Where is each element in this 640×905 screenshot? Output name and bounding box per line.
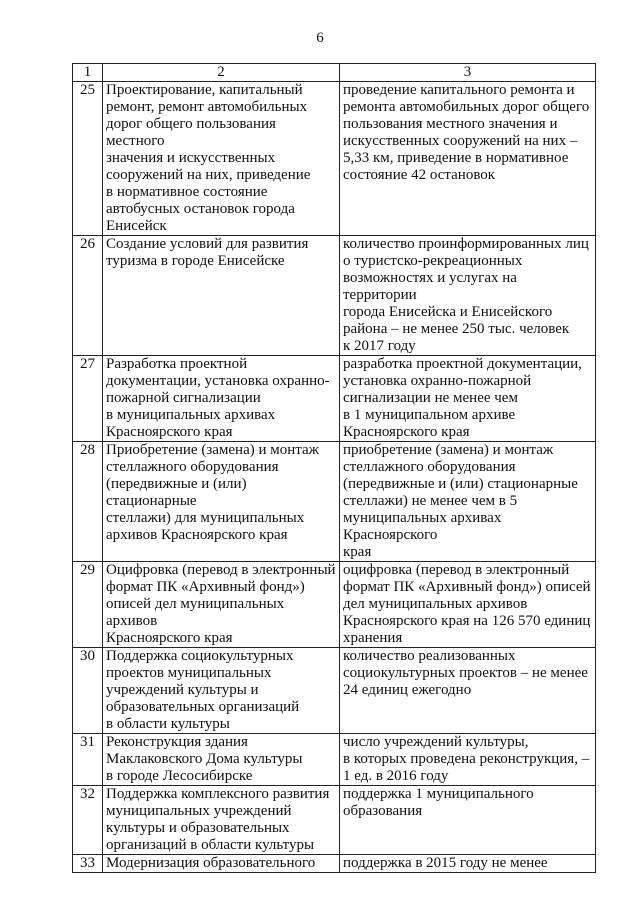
measure-cell: Приобретение (замена) и монтаж стеллажного оборудования (передвижные и (или) стационарные стеллажи) для муниципальных архивов Красноярского края bbox=[103, 442, 340, 562]
table-row bbox=[73, 356, 596, 442]
measure-cell: Создание условий для развития туризма в городе Енисейске bbox=[103, 236, 340, 356]
table-row bbox=[73, 442, 596, 562]
measure-cell: Реконструкция здания Маклаковского Дома культуры в городе Лесосибирске bbox=[103, 734, 340, 786]
table-header-row bbox=[73, 64, 596, 82]
measure-cell: Проектирование, капитальный ремонт, ремонт автомобильных дорог общего пользования местного значения и искусственных сооружений на них, приведение в нормативное состояние автобусных остановок города Енисейск bbox=[103, 82, 340, 236]
result-cell: количество проинформированных лиц о туристско-рекреационных возможностях и услугах на территории города Енисейска и Енисейского района – не менее 250 тыс. человек к 2017 году bbox=[340, 236, 596, 356]
row-number: 31 bbox=[73, 734, 103, 786]
measures-table bbox=[72, 63, 596, 873]
measure-cell: Поддержка комплексного развития муниципальных учреждений культуры и образовательных организаций в области культуры bbox=[103, 786, 340, 855]
row-number: 30 bbox=[73, 648, 103, 734]
table-row bbox=[73, 734, 596, 786]
result-cell: поддержка в 2015 году не менее bbox=[340, 855, 596, 873]
result-cell: разработка проектной документации, установка охранно-пожарной сигнализации не менее чем в 1 муниципальном архиве Красноярского края bbox=[340, 356, 596, 442]
row-number: 25 bbox=[73, 82, 103, 236]
result-cell: поддержка 1 муниципального образования bbox=[340, 786, 596, 855]
table-row bbox=[73, 786, 596, 855]
table-row bbox=[73, 82, 596, 236]
row-number: 28 bbox=[73, 442, 103, 562]
header-cell-3: 3 bbox=[340, 64, 596, 82]
result-cell: проведение капитального ремонта и ремонта автомобильных дорог общего пользования местного значения и искусственных сооружений на них – 5,33 км, приведение в нормативное состояние 42 остановок bbox=[340, 82, 596, 236]
table-row bbox=[73, 855, 596, 873]
result-cell: число учреждений культуры, в которых проведена реконструкция, – 1 ед. в 2016 году bbox=[340, 734, 596, 786]
header-cell-2: 2 bbox=[103, 64, 340, 82]
result-cell: оцифровка (перевод в электронный формат ПК «Архивный фонд») описей дел муниципальных архивов Красноярского края на 126 570 единиц хранения bbox=[340, 562, 596, 648]
row-number: 26 bbox=[73, 236, 103, 356]
measure-cell: Разработка проектной документации, установка охранно- пожарной сигнализации в муниципальных архивах Красноярского края bbox=[103, 356, 340, 442]
measure-cell: Модернизация образовательного bbox=[103, 855, 340, 873]
result-cell: количество реализованных социокультурных проектов – не менее 24 единиц ежегодно bbox=[340, 648, 596, 734]
table-row bbox=[73, 562, 596, 648]
measure-cell: Оцифровка (перевод в электронный формат ПК «Архивный фонд») описей дел муниципальных архивов Красноярского края bbox=[103, 562, 340, 648]
header-cell-1: 1 bbox=[73, 64, 103, 82]
result-cell: приобретение (замена) и монтаж стеллажного оборудования (передвижные и (или) стационарные стеллажи) не менее чем в 5 муниципальных архивах Красноярского края bbox=[340, 442, 596, 562]
row-number: 32 bbox=[73, 786, 103, 855]
table-row bbox=[73, 648, 596, 734]
row-number: 27 bbox=[73, 356, 103, 442]
row-number: 29 bbox=[73, 562, 103, 648]
page-number: 6 bbox=[316, 30, 324, 46]
table-row bbox=[73, 236, 596, 356]
row-number: 33 bbox=[73, 855, 103, 873]
measure-cell: Поддержка социокультурных проектов муниципальных учреждений культуры и образовательных организаций в области культуры bbox=[103, 648, 340, 734]
